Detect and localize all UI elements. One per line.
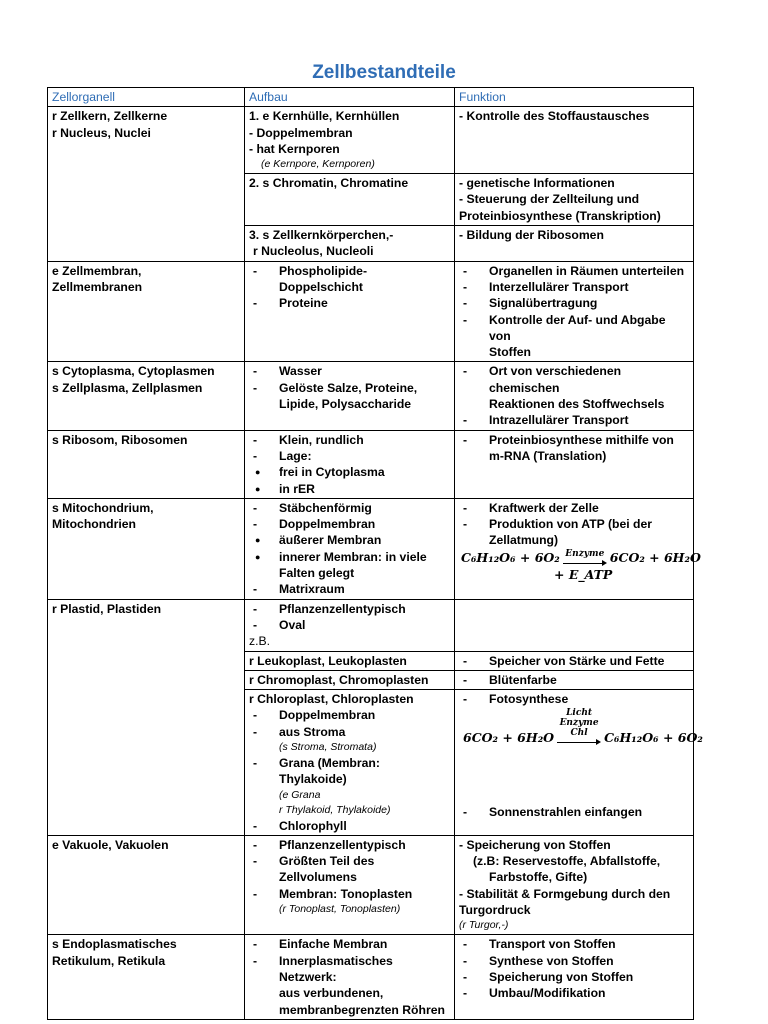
page-title: Zellbestandteile	[312, 62, 456, 83]
table-row	[48, 107, 694, 174]
organelle-ribosom: s Ribosom, Ribosomen	[48, 430, 245, 498]
aufbau-plastid: - Pflanzenzellentypisch - Oval z.B.	[245, 599, 455, 651]
aufbau-chromatin: 2. s Chromatin, Chromatine	[245, 174, 455, 226]
organelle-vakuole: e Vakuole, Vakuolen	[48, 835, 245, 934]
funktion-vakuole: - Speicherung von Stoffen (z.B: Reservestoffe, Abfallstoffe, Farbstoffe, Gifte) - Stabilität & Formgebung durch den Turgordruck (r Turgor,-)	[455, 835, 694, 934]
aufbau-chloroplast: r Chloroplast, Chloroplasten - Doppelmembran - aus Stroma (s Stroma, Stromata) - Grana (Membran: Thylakoide) (e Grana r Thylakoid, Thylakoide) - Chlorophyll	[245, 690, 455, 836]
aufbau-cytoplasma: - Wasser - Gelöste Salze, Proteine, Lipide, Polysaccharide	[245, 362, 455, 430]
zellatmung-formula: C₆H₁₂O₆ + 6O₂ Enzyme 6CO₂ + 6H₂O	[461, 548, 701, 566]
reaction-arrow: Licht Enzyme Chl	[557, 708, 601, 746]
funktion-kernhuelle: - Kontrolle des Stoffaustausches	[455, 107, 694, 174]
funktion-er: - Transport von Stoffen - Synthese von Stoffen - Speicherung von Stoffen - Umbau/Modifikation	[455, 935, 694, 1019]
funktion-chromoplast: - Blütenfarbe	[455, 670, 694, 689]
organelle-table	[47, 87, 703, 1020]
aufbau-ribosom: - Klein, rundlich - Lage: ● frei in Cytoplasma ● in rER	[245, 430, 455, 498]
organelle-zellmembran: e Zellmembran, Zellmembranen	[48, 261, 245, 362]
aufbau-leukoplast: r Leukoplast, Leukoplasten	[245, 651, 455, 670]
header-aufbau: Aufbau	[245, 88, 455, 107]
funktion-cytoplasma: - Ort von verschiedenen chemischen Reaktionen des Stoffwechsels - Intrazellulärer Transport	[455, 362, 694, 430]
aufbau-er: - Einfache Membran - Innerplasmatisches Netzwerk: aus verbundenen, membranbegrenzten Röhren	[245, 935, 455, 1019]
header-funktion: Funktion	[455, 88, 694, 107]
header-zellorganell: Zellorganell	[48, 88, 245, 107]
aufbau-mitochondrium: - Stäbchenförmig - Doppelmembran ● äußerer Membran ● innerer Membran: in viele Falten gelegt - Matrixraum	[245, 498, 455, 599]
funktion-leukoplast: - Speicher von Stärke und Fette	[455, 651, 694, 670]
organelle-zellkern: r Zellkern, Zellkerne r Nucleus, Nuclei	[48, 107, 245, 261]
organelle-cytoplasma: s Cytoplasma, Cytoplasmen s Zellplasma, Zellplasmen	[48, 362, 245, 430]
organelle-plastid: r Plastid, Plastiden	[48, 599, 245, 835]
aufbau-vakuole: - Pflanzenzellentypisch - Größten Teil des Zellvolumens - Membran: Tonoplasten (r Tonoplast, Tonoplasten)	[245, 835, 455, 934]
funktion-nucleolus: - Bildung der Ribosomen	[455, 226, 694, 262]
aufbau-nucleolus: 3. s Zellkernkörperchen,- r Nucleolus, Nucleoli	[245, 226, 455, 262]
table-row	[48, 261, 694, 362]
table-row	[48, 430, 694, 498]
funktion-plastid-empty	[455, 599, 694, 651]
aufbau-zellmembran: - Phospholipide-Doppelschicht - Proteine	[245, 261, 455, 362]
fotosynthese-formula: 6CO₂ + 6H₂O Licht Enzyme Chl C₆H₁₂O₆ + 6O₂	[463, 708, 703, 746]
funktion-mitochondrium: - Kraftwerk der Zelle - Produktion von ATP (bei der Zellatmung) C₆H₁₂O₆ + 6O₂ Enzyme 6CO₂ + 6H₂O + E_ATP	[455, 498, 694, 599]
funktion-ribosom: - Proteinbiosynthese mithilfe von m-RNA (Translation)	[455, 430, 694, 498]
table-header-row	[48, 88, 694, 107]
table-row	[48, 935, 694, 1019]
funktion-chromatin: - genetische Informationen - Steuerung der Zellteilung und Proteinbiosynthese (Transkription)	[455, 174, 694, 226]
reaction-arrow: Enzyme	[563, 549, 607, 567]
aufbau-chromoplast: r Chromoplast, Chromoplasten	[245, 670, 455, 689]
funktion-chloroplast: - Fotosynthese 6CO₂ + 6H₂O Licht Enzyme Chl C₆H₁₂O₆ + 6O₂ - Sonnenstrahlen einfangen	[455, 690, 694, 836]
table-row	[48, 835, 694, 934]
table-row	[48, 362, 694, 430]
organelle-mitochondrium: s Mitochondrium, Mitochondrien	[48, 498, 245, 599]
table-row	[48, 599, 694, 651]
table-row	[48, 498, 694, 599]
aufbau-kernhuelle: 1. e Kernhülle, Kernhüllen - Doppelmembran - hat Kernporen (e Kernpore, Kernporen)	[245, 107, 455, 174]
organelle-er: s Endoplasmatisches Retikulum, Retikula	[48, 935, 245, 1019]
funktion-zellmembran: - Organellen in Räumen unterteilen - Interzellulärer Transport - Signalübertragung - Kontrolle der Auf- und Abgabe von Stoffen	[455, 261, 694, 362]
